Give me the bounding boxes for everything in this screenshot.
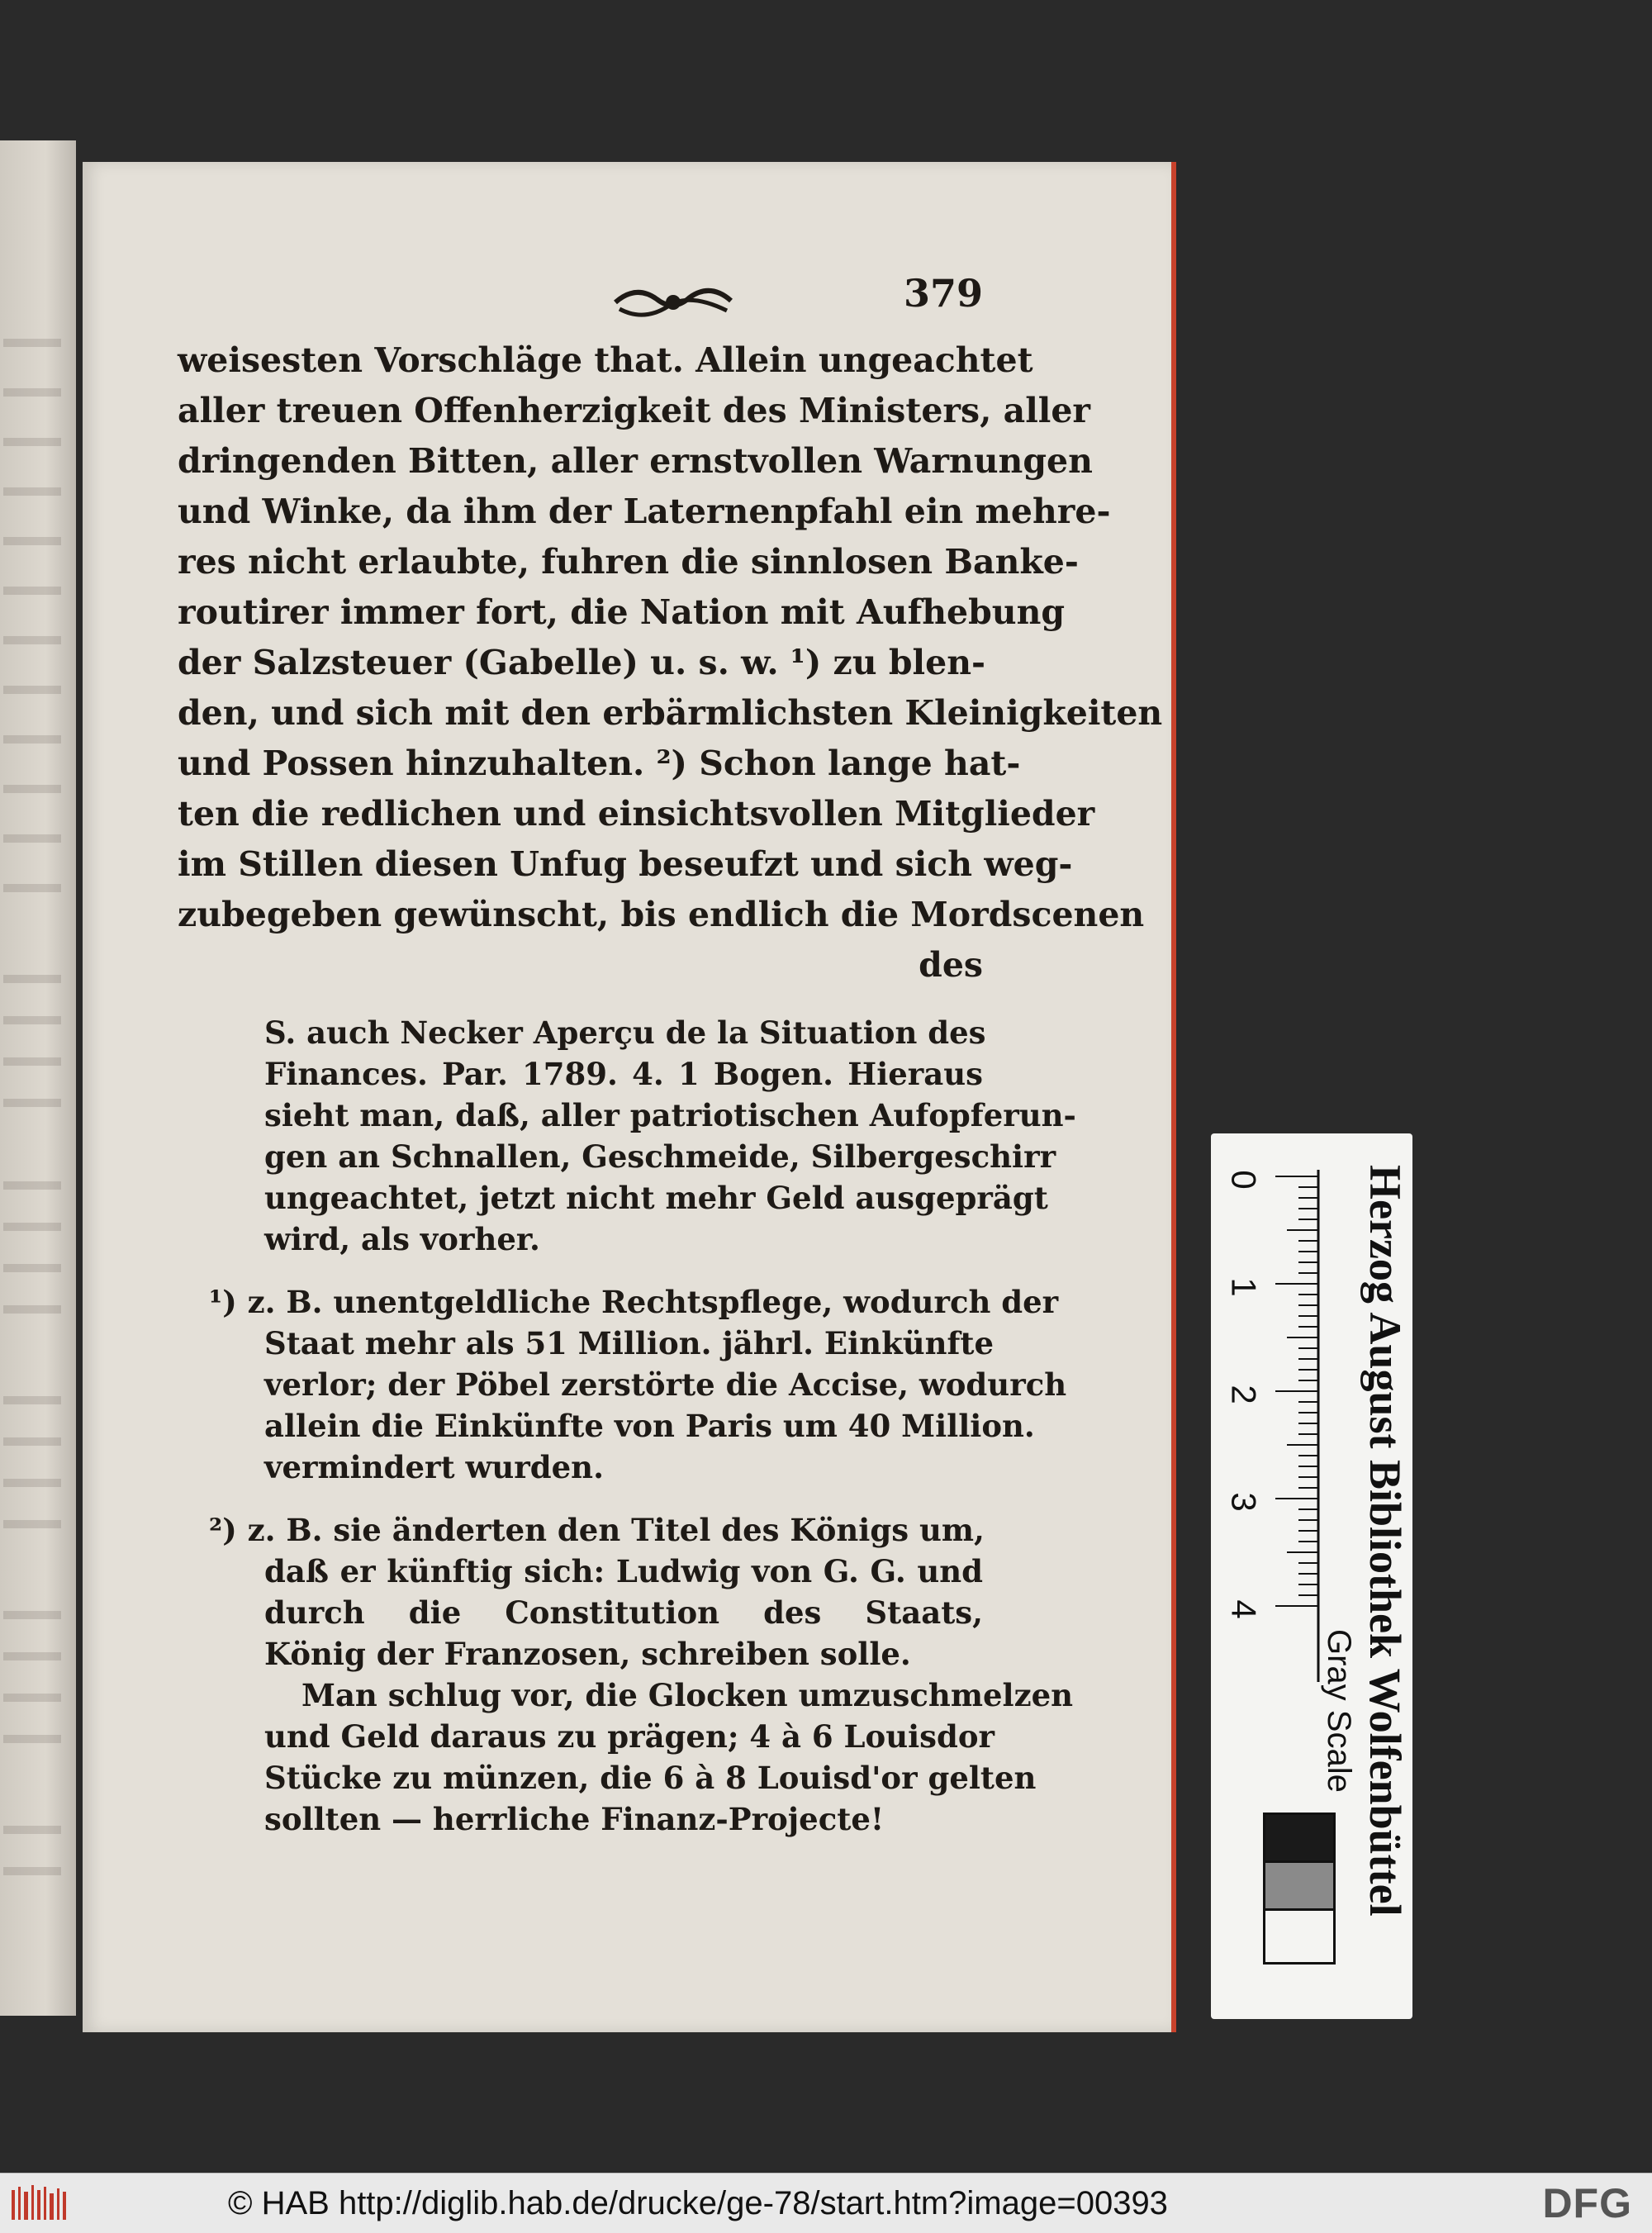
footnote-line: S. auch Necker Aperçu de la Situation des bbox=[264, 1014, 986, 1051]
swatch-white bbox=[1263, 1908, 1336, 1965]
footnotes bbox=[178, 1012, 1076, 1840]
catchword: des bbox=[919, 945, 983, 985]
copyright-link[interactable]: © HAB http://diglib.hab.de/drucke/ge-78/start.htm?image=00393 bbox=[228, 2185, 1168, 2221]
color-scale-card bbox=[1211, 1133, 1412, 2019]
footnote-2-line: daß er künftig sich: Ludwig von G. G. und bbox=[264, 1553, 983, 1589]
body-line: ten die redlichen und einsichtsvollen Mitglieder bbox=[178, 794, 1095, 834]
footnote-1-line: ¹) z. B. unentgeldliche Rechtspflege, wodurch der bbox=[209, 1284, 1059, 1320]
body-line: und Possen hinzuhalten. ²) Schon lange hat- bbox=[178, 744, 1021, 783]
footnote-1-line: allein die Einkünfte von Paris um 40 Million. bbox=[264, 1408, 1035, 1444]
body-line: routirer immer fort, die Nation mit Aufhebung bbox=[178, 592, 1066, 632]
body-line: res nicht erlaubte, fuhren die sinnlosen Banke- bbox=[178, 542, 1079, 582]
body-line: im Stillen diesen Unfug beseufzt und sich weg- bbox=[178, 844, 1073, 884]
body-line: und Winke, da ihm der Laternenpfahl ein mehre- bbox=[178, 492, 1111, 531]
body-line: der Salzsteuer (Gabelle) u. s. w. ¹) zu blen- bbox=[178, 643, 986, 682]
running-head bbox=[178, 269, 983, 335]
ornament-icon bbox=[611, 276, 735, 325]
ruler-number: 4 bbox=[1224, 1599, 1264, 1619]
swatch-gray bbox=[1263, 1860, 1336, 1913]
body-line: den, und sich mit den erbärmlichsten Kleinigkeiten bbox=[178, 693, 1163, 733]
body-line: dringenden Bitten, aller ernstvollen Warnungen bbox=[178, 441, 1093, 481]
swatch-black bbox=[1263, 1813, 1336, 1865]
gray-scale-label: Gray Scale bbox=[1321, 1629, 1357, 1793]
footnote-1-line: verlor; der Pöbel zerstörte die Accise, wodurch bbox=[264, 1366, 1067, 1403]
previous-page-edge bbox=[0, 140, 76, 2016]
footnote-2-line: Stücke zu münzen, die 6 à 8 Louisd'or gelten bbox=[264, 1760, 1037, 1796]
footer-bar bbox=[0, 2173, 1652, 2233]
footnote-line: gen an Schnallen, Geschmeide, Silbergeschirr bbox=[264, 1138, 1056, 1175]
ruler bbox=[1272, 1170, 1320, 1682]
footnote-2-line: durch die Constitution des Staats, bbox=[264, 1594, 983, 1631]
ruler-number: 3 bbox=[1224, 1492, 1264, 1512]
body-line: weisesten Vorschläge that. Allein ungeachtet bbox=[178, 340, 1033, 380]
footnote-1-line: vermindert wurden. bbox=[264, 1449, 604, 1485]
body-line: zubegeben gewünscht, bis endlich die Mordscenen bbox=[178, 895, 1145, 934]
page-text bbox=[178, 269, 1163, 1840]
footnote-2-line: ²) z. B. sie änderten den Titel des Königs um, bbox=[209, 1512, 985, 1548]
body-line: aller treuen Offenherzigkeit des Ministers, aller bbox=[178, 391, 1091, 430]
barcode-icon bbox=[10, 2183, 69, 2223]
body-text bbox=[178, 335, 1163, 991]
dfg-logo: DFG bbox=[1542, 2180, 1632, 2226]
library-name: Herzog August Bibliothek Wolfenbüttel bbox=[1360, 1165, 1410, 1917]
footnote-2-line: König der Franzosen, schreiben solle. bbox=[264, 1636, 911, 1672]
footnote-line: sieht man, daß, aller patriotischen Aufopferun- bbox=[264, 1097, 1076, 1133]
ruler-number: 0 bbox=[1224, 1170, 1264, 1190]
footnote-line: wird, als vorher. bbox=[264, 1221, 540, 1257]
book-page bbox=[83, 162, 1176, 2032]
footnote-line: ungeachtet, jetzt nicht mehr Geld ausgeprägt bbox=[264, 1180, 1048, 1216]
footnote-line: Finances. Par. 1789. 4. 1 Bogen. Hieraus bbox=[264, 1056, 983, 1092]
footnote-2-line: und Geld daraus zu prägen; 4 à 6 Louisdor bbox=[264, 1718, 995, 1755]
ruler-number: 2 bbox=[1224, 1385, 1264, 1404]
footnote-1-line: Staat mehr als 51 Million. jährl. Einkünfte bbox=[264, 1325, 995, 1361]
footnote-2-line: Man schlug vor, die Glocken umzuschmelzen bbox=[301, 1677, 1074, 1713]
ruler-number: 1 bbox=[1224, 1277, 1264, 1297]
page-number: 379 bbox=[903, 271, 983, 316]
footnote-2-line: sollten — herrliche Finanz-Projecte! bbox=[264, 1801, 885, 1837]
